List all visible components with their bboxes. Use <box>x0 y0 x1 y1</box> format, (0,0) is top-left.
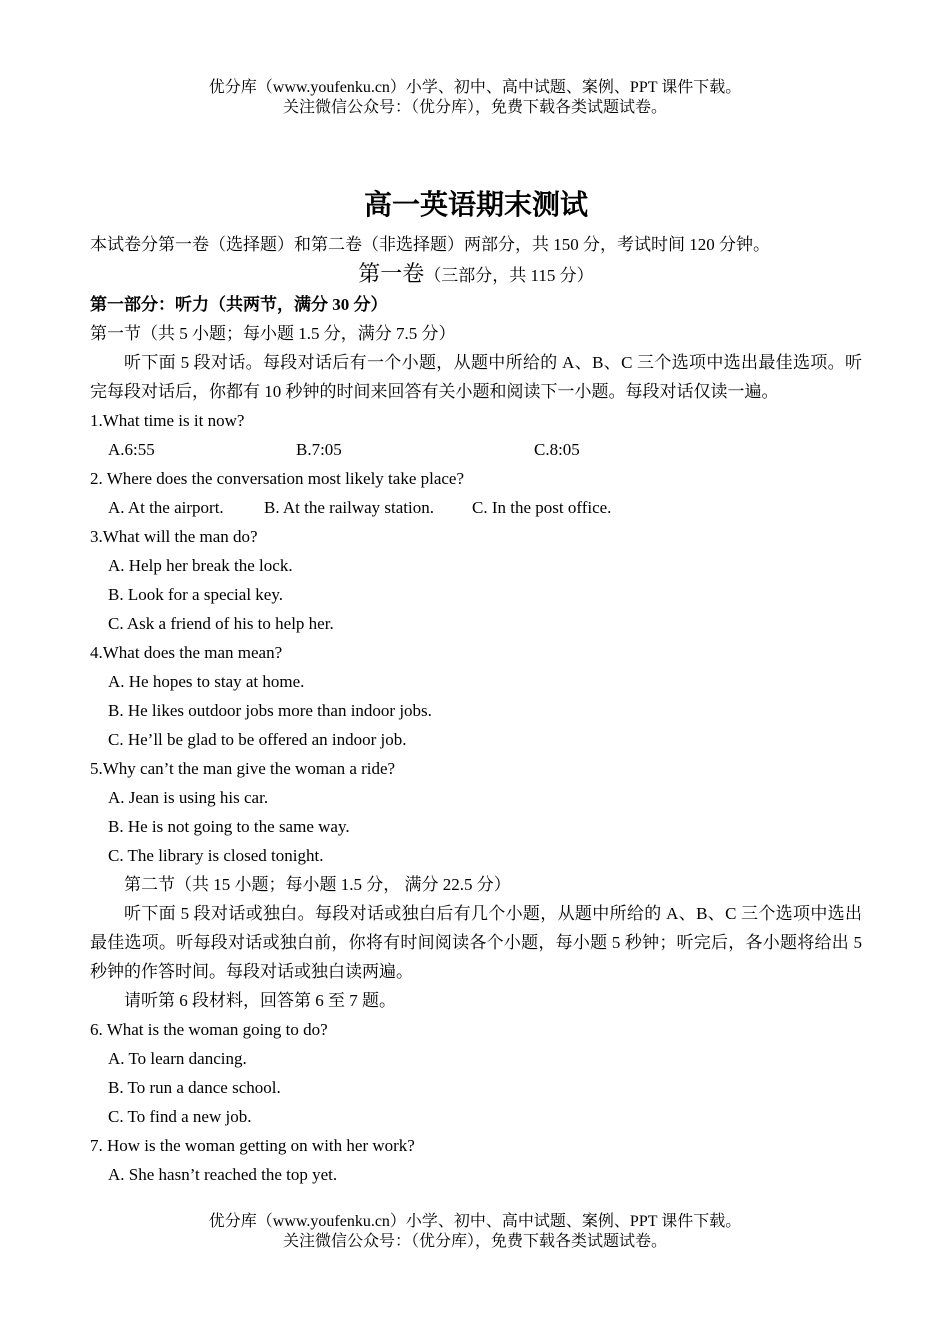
material-note: 请听第 6 段材料，回答第 6 至 7 题。 <box>124 991 396 1010</box>
header-line-1: 优分库（www.youfenku.cn）小学、初中、高中试题、案例、PPT 课件下载。 <box>208 79 742 96</box>
exam-intro: 本试卷分第一卷（选择题）和第二卷（非选择题）两部分，共 150 分，考试时间 120 分钟。 <box>90 235 770 254</box>
question-2-options <box>90 493 862 522</box>
option-b[interactable]: B. Look for a special key. <box>108 585 283 604</box>
question-6: 6. What is the woman going to do? <box>90 1020 328 1039</box>
option-b[interactable]: B.7:05 <box>296 440 342 459</box>
volume-subtitle: （三部分，共 115 分） <box>424 266 594 285</box>
volume-heading <box>90 259 862 290</box>
footer-line-2: 关注微信公众号：（优分库），免费下载各类试题试卷。 <box>282 1233 667 1250</box>
option-a[interactable]: A. Help her break the lock. <box>108 556 293 575</box>
question-1: 1.What time is it now? <box>90 411 245 430</box>
option-a[interactable]: A.6:55 <box>108 440 155 459</box>
question-4: 4.What does the man mean? <box>90 643 283 662</box>
option-a[interactable]: A. At the airport. <box>108 498 224 517</box>
option-b[interactable]: B. To run a dance school. <box>108 1078 281 1097</box>
question-5: 5.Why can’t the man give the woman a ride? <box>90 759 396 778</box>
section1-instructions: 听下面 5 段对话。每段对话后有一个小题，从题中所给的 A、B、C 三个选项中选出最佳选项。听完每段对话后，你都有 10 秒钟的时间来回答有关小题和阅读下一小题。每段对话仅读一遍。 <box>90 353 862 401</box>
option-c[interactable]: C. In the post office. <box>472 498 612 517</box>
question-7: 7. How is the woman getting on with her work? <box>90 1136 415 1155</box>
question-3: 3.What will the man do? <box>90 527 258 546</box>
part1-title: 第一部分：听力（共两节，满分 30 分） <box>90 295 388 314</box>
question-1-options <box>90 435 862 464</box>
footer-line-1: 优分库（www.youfenku.cn）小学、初中、高中试题、案例、PPT 课件下载。 <box>208 1213 742 1230</box>
option-c[interactable]: C. He’ll be glad to be offered an indoor job. <box>108 730 407 749</box>
volume-title: 第一卷 <box>358 261 425 286</box>
option-a[interactable]: A. She hasn’t reached the top yet. <box>108 1165 338 1184</box>
option-c[interactable]: C.8:05 <box>534 440 580 459</box>
section2-instructions: 听下面 5 段对话或独白。每段对话或独白后有几个小题，从题中所给的 A、B、C 三个选项中选出最佳选项。听每段对话或独白前，你将有时间阅读各个小题，每小题 5 秒钟；听完后，各小题将给出 5 秒钟的作答时间。每段对话或独白读两遍。 <box>90 904 862 981</box>
page-header <box>0 78 950 118</box>
page-title: 高一英语期末测试 <box>363 190 588 221</box>
option-c[interactable]: C. To find a new job. <box>108 1107 252 1126</box>
option-b[interactable]: B. He likes outdoor jobs more than indoor jobs. <box>108 701 432 720</box>
option-b[interactable]: B. At the railway station. <box>264 498 434 517</box>
section2-title: 第二节（共 15 小题；每小题 1.5 分， 满分 22.5 分） <box>124 875 511 894</box>
page-footer <box>0 1212 950 1252</box>
option-a[interactable]: A. Jean is using his car. <box>108 788 269 807</box>
option-c[interactable]: C. The library is closed tonight. <box>108 846 324 865</box>
option-a[interactable]: A. To learn dancing. <box>108 1049 247 1068</box>
option-a[interactable]: A. He hopes to stay at home. <box>108 672 305 691</box>
exam-content <box>90 186 862 1189</box>
header-line-2: 关注微信公众号：（优分库），免费下载各类试题试卷。 <box>282 99 667 116</box>
option-c[interactable]: C. Ask a friend of his to help her. <box>108 614 334 633</box>
option-b[interactable]: B. He is not going to the same way. <box>108 817 350 836</box>
section1-title: 第一节（共 5 小题；每小题 1.5 分，满分 7.5 分） <box>90 324 456 343</box>
question-2: 2. Where does the conversation most likely take place? <box>90 469 465 488</box>
